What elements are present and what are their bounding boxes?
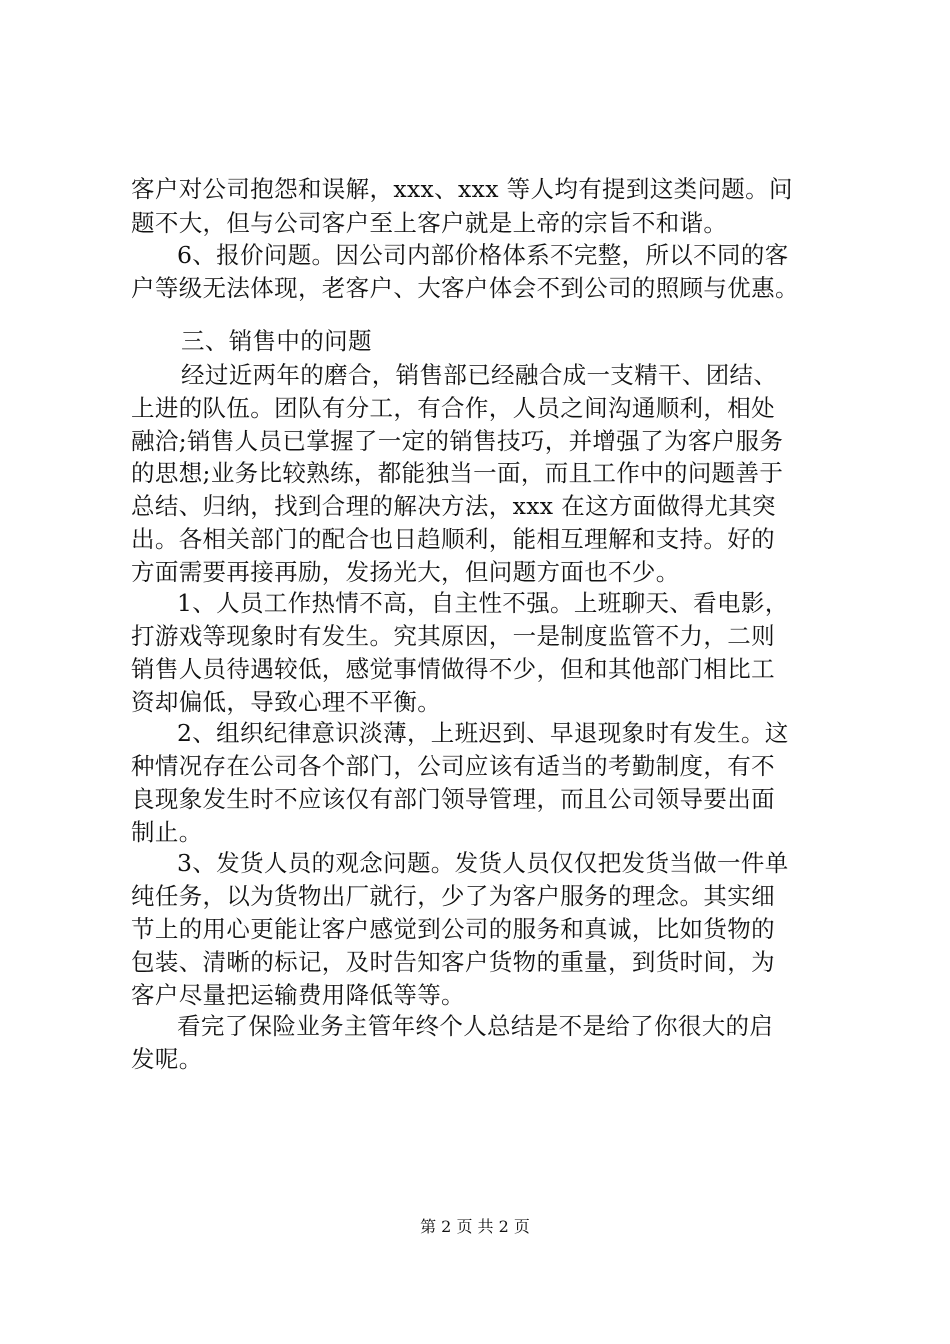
body-line: 方面需要再接再励，发扬光大，但问题方面也不少。 (131, 558, 680, 586)
body-line: 总结、归纳，找到合理的解决方法，xxx 在这方面做得尤其突 (131, 492, 776, 520)
body-line: 1、人员工作热情不高，自主性不强。上班聊天、看电影， (177, 589, 789, 617)
body-line: 3、发货人员的观念问题。发货人员仅仅把发货当做一件单 (177, 849, 789, 877)
body-line: 制止。 (131, 818, 203, 846)
body-line: 客户尽量把运输费用降低等等。 (131, 981, 465, 1009)
body-line: 的思想;业务比较熟练，都能独当一面，而且工作中的问题善于 (131, 459, 784, 487)
body-line: 看完了保险业务主管年终个人总结是不是给了你很大的启 (177, 1012, 774, 1040)
body-line: 销售人员待遇较低，感觉事情做得不少，但和其他部门相比工 (131, 655, 775, 683)
body-line: 种情况存在公司各个部门，公司应该有适当的考勤制度，有不 (131, 752, 775, 780)
body-line: 融洽;销售人员已掌握了一定的销售技巧，并增强了为客户服务 (131, 427, 784, 455)
body-line: 6、报价问题。因公司内部价格体系不完整，所以不同的客 (177, 241, 789, 269)
body-line: 户等级无法体现，老客户、大客户体会不到公司的照顾与优惠。 (131, 274, 799, 302)
section-heading: 三、销售中的问题 (181, 327, 372, 355)
body-line: 节上的用心更能让客户感觉到公司的服务和真诚，比如货物的 (131, 915, 775, 943)
body-line: 资却偏低，导致心理不平衡。 (131, 688, 442, 716)
body-line: 题不大，但与公司客户至上客户就是上帝的宗旨不和谐。 (131, 209, 728, 237)
body-line: 打游戏等现象时有发生。究其原因，一是制度监管不力，二则 (131, 622, 775, 650)
body-line: 2、组织纪律意识淡薄，上班迟到、早退现象时有发生。这 (177, 719, 789, 747)
body-line: 发呢。 (131, 1045, 203, 1073)
body-line: 包装、清晰的标记，及时告知客户货物的重量，到货时间，为 (131, 948, 775, 976)
body-line: 纯任务，以为货物出厂就行，少了为客户服务的理念。其实细 (131, 882, 775, 910)
body-line: 上进的队伍。团队有分工，有合作，人员之间沟通顺利，相处 (131, 394, 775, 422)
body-line: 良现象发生时不应该仅有部门领导管理，而且公司领导要出面 (131, 785, 775, 813)
body-line: 客户对公司抱怨和误解，xxx、xxx 等人均有提到这类问题。问 (131, 175, 793, 203)
body-line: 经过近两年的磨合，销售部已经融合成一支精干、团结、 (181, 361, 778, 389)
page-footer: 第 2 页 共 2 页 (420, 1217, 530, 1236)
body-line: 出。各相关部门的配合也日趋顺利，能相互理解和支持。好的 (131, 525, 775, 553)
